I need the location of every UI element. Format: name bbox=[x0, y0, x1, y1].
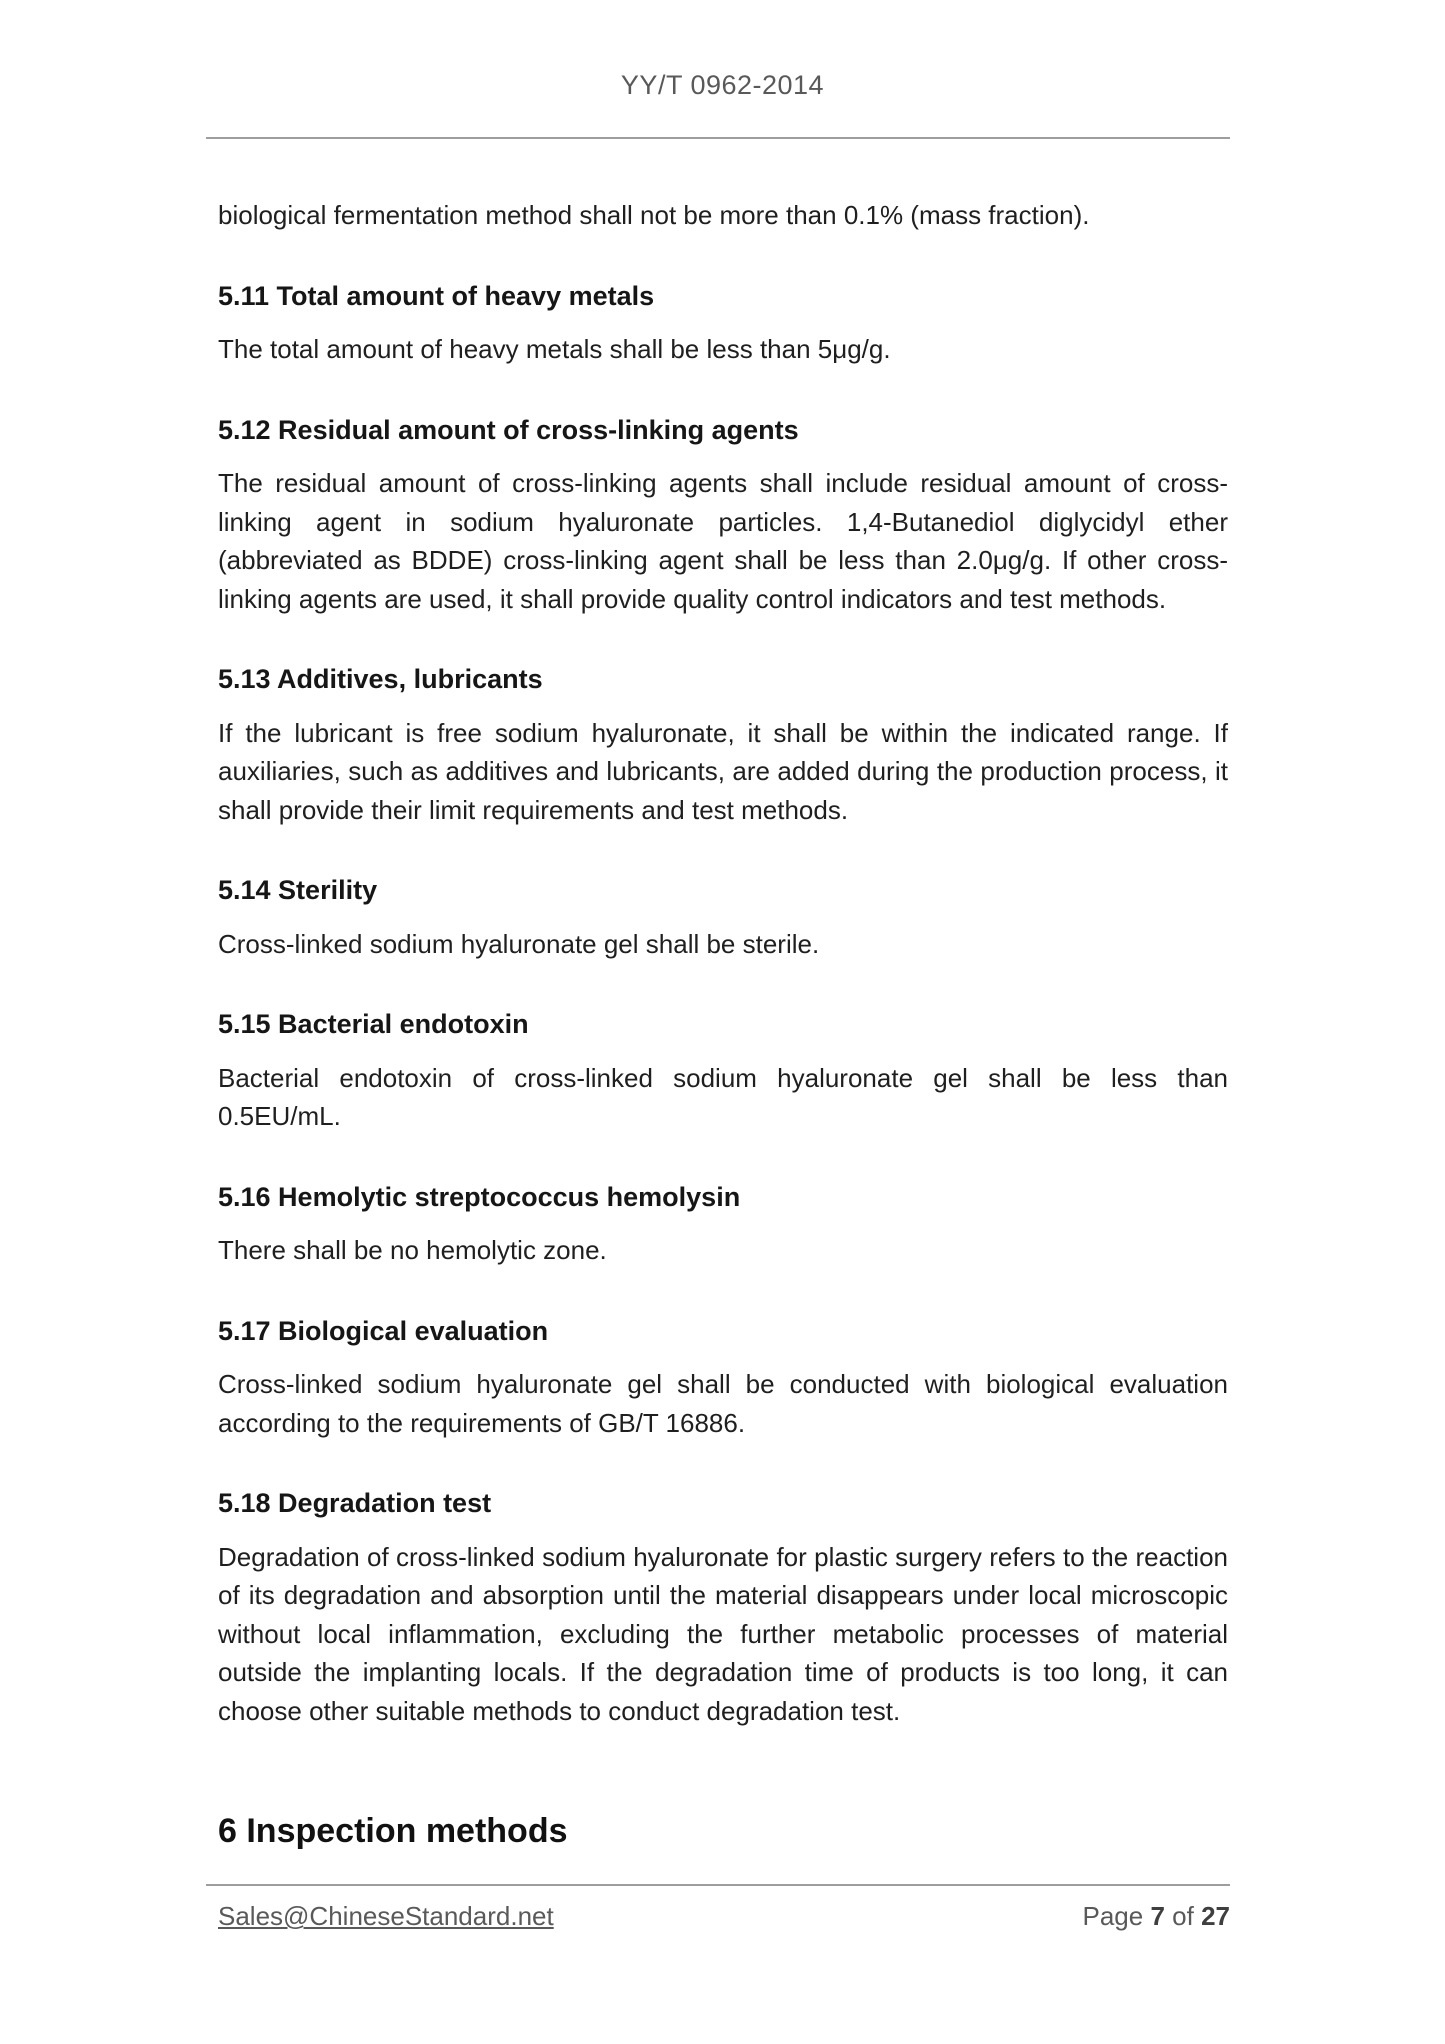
paragraph-5-16: There shall be no hemolytic zone. bbox=[218, 1235, 607, 1265]
heading-5-13: 5.13 Additives, lubricants bbox=[218, 664, 543, 694]
header-divider bbox=[206, 137, 1230, 139]
paragraph-5-18: Degradation of cross-linked sodium hyaluronate for plastic surgery refers to the reaction of its degradation and absorption until the material disappears under local microscopic without local inflammation, excluding the further metabolic processes of material outside the implanting locals. If the degradation time of products is too long, it can choose other suitable methods to conduct degradation test. bbox=[218, 1541, 1228, 1726]
paragraph-5-14: Cross-linked sodium hyaluronate gel shall be sterile. bbox=[218, 928, 820, 959]
heading-5-17: 5.17 Biological evaluation bbox=[218, 1315, 549, 1346]
header-standard-number: YY/T 0962-2014 bbox=[620, 70, 825, 100]
heading-5-11: 5.11 Total amount of heavy metals bbox=[218, 280, 655, 311]
page-indicator bbox=[1082, 1901, 1230, 1932]
paragraph-5-13: If the lubricant is free sodium hyaluronate, it shall be within the indicated range. If auxiliaries, such as additives and lubricants, are added during the production process, it shall provide their limit requirements and test methods. bbox=[218, 717, 1228, 825]
page-footer bbox=[218, 1901, 1230, 1932]
sales-email-link[interactable]: Sales@ChineseStandard.net bbox=[218, 1901, 554, 1931]
heading-5-18: 5.18 Degradation test bbox=[218, 1488, 492, 1518]
paragraph-5-15: Bacterial endotoxin of cross-linked sodium hyaluronate gel shall be less than 0.5EU/mL. bbox=[218, 1062, 1228, 1131]
total-pages: 27 bbox=[1201, 1901, 1230, 1931]
page-label: Page bbox=[1082, 1901, 1144, 1931]
heading-5-14: 5.14 Sterility bbox=[218, 875, 378, 905]
document-body bbox=[218, 196, 1228, 1852]
paragraph-5-12: The residual amount of cross-linking agents shall include residual amount of cross-linking agent in sodium hyaluronate particles. 1,4-Butanediol diglycidyl ether (abbreviated as BDDE) cross-linking agent shall be less than 2.0μg/g. If other cross-linking agents are used, it shall provide quality control indicators and test methods. bbox=[218, 468, 1228, 614]
paragraph-5-11: The total amount of heavy metals shall be less than 5μg/g. bbox=[218, 334, 891, 364]
paragraph-5-17: Cross-linked sodium hyaluronate gel shall be conducted with biological evaluation according to the requirements of GB/T 16886. bbox=[218, 1369, 1228, 1438]
heading-5-12: 5.12 Residual amount of cross-linking agents bbox=[218, 414, 799, 445]
footer-divider bbox=[206, 1884, 1230, 1886]
heading-6-inspection-methods: 6 Inspection methods bbox=[218, 1812, 568, 1850]
of-label: of bbox=[1172, 1901, 1194, 1931]
page-number: 7 bbox=[1150, 1901, 1165, 1931]
paragraph-intro-continued: biological fermentation method shall not be more than 0.1% (mass fraction). bbox=[218, 200, 1090, 230]
heading-5-15: 5.15 Bacterial endotoxin bbox=[218, 1009, 529, 1039]
heading-5-16: 5.16 Hemolytic streptococcus hemolysin bbox=[218, 1181, 741, 1212]
